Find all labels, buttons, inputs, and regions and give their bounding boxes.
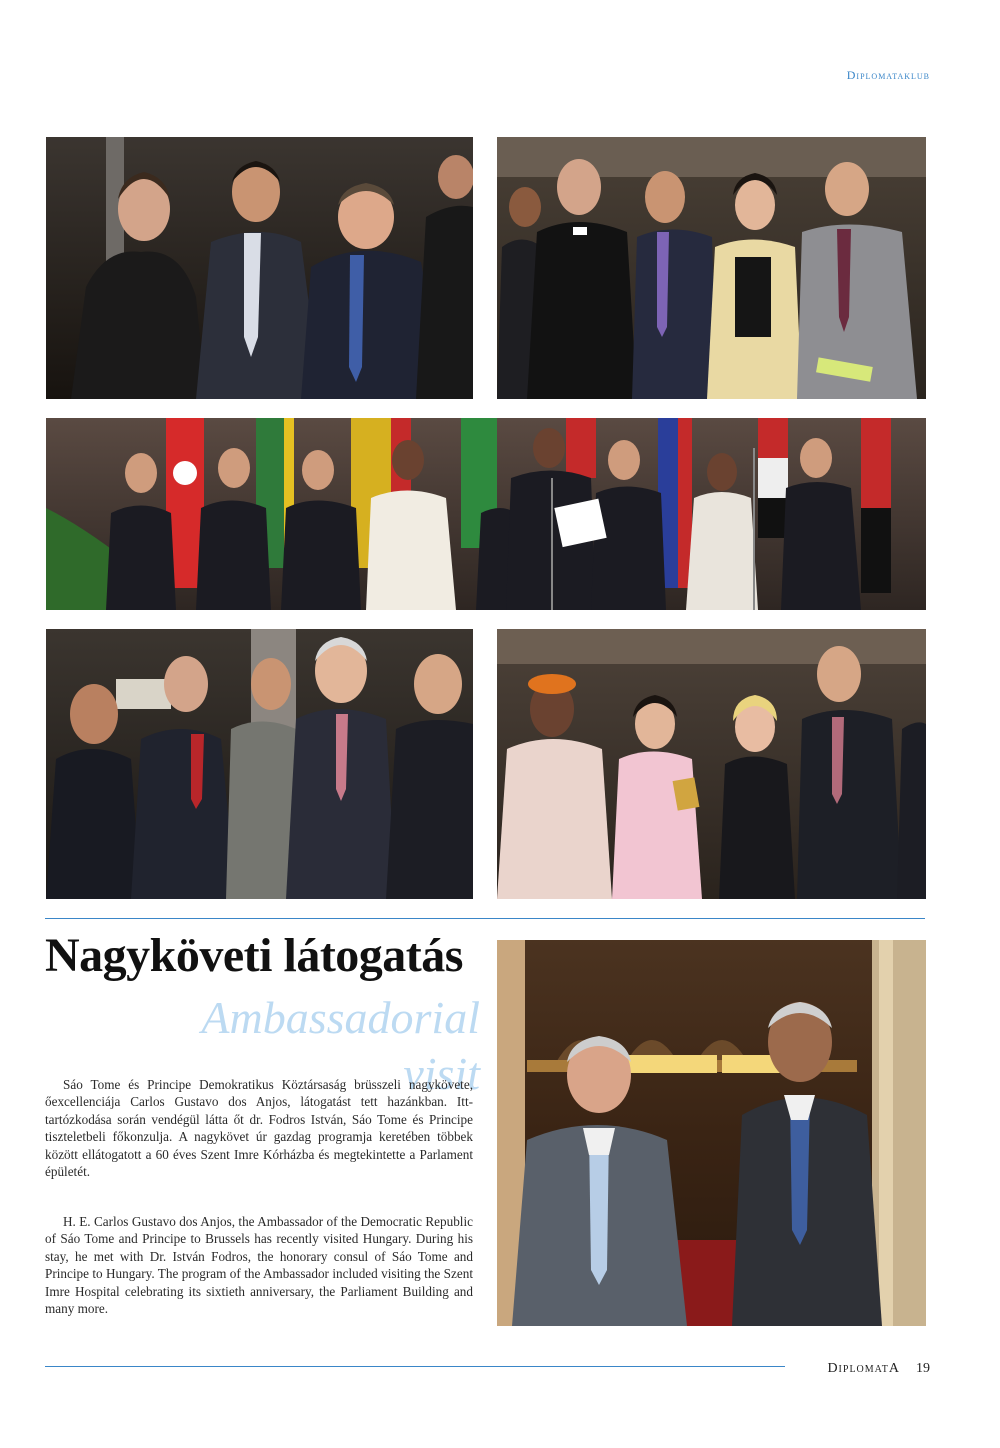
article-title: Nagyköveti látogatás (45, 929, 463, 982)
guests-mingling-photo-icon (497, 629, 926, 899)
footer-divider (45, 1366, 785, 1367)
reception-group-photo-icon (46, 137, 473, 399)
paragraph-english: H. E. Carlos Gustavo dos Anjos, the Ambassador of the Democratic Republic of Sáo Tome and Principe to Brussels has recently visited Hungary. During his stay, he met with Dr. István Fodros, the honorary consul of Sáo Tome and Principe to Hungary. The program of the Ambassador included visiting the Szent Imre Hospital celebrating its sixtieth anniversary, the Parliament Building and many more. (45, 1214, 473, 1317)
hotel-reception-photo-icon (46, 629, 473, 899)
flags-and-speaker-photo (46, 418, 926, 610)
footer-publication-name: DiplomatA (827, 1361, 900, 1376)
flags-and-speaker-photo-icon (46, 418, 926, 610)
section-divider (45, 918, 925, 919)
article-subtitle: Ambassadorial visit (201, 992, 480, 1099)
parliament-hall-photo-icon (497, 940, 926, 1326)
parliament-hall-photo (497, 940, 926, 1326)
page-number: 19 (916, 1361, 930, 1376)
clergy-and-guests-photo-icon (497, 137, 926, 399)
hotel-reception-photo (46, 629, 473, 899)
section-header: Diplomataklub (846, 68, 930, 82)
paragraph-hungarian: Sáo Tome és Principe Demokratikus Köztársaság brüsszeli nagykövete, őexcellenciája Carlos Gustavo dos Anjos, látogatást tett hazánkban. Itt-tartózkodása során vendégül látta őt dr. Fodros István, Sáo Tome és Principe tiszteletbeli főkonzulja. A nagykövet úr gazdag programja keretében többek között ellátogatott a 60 éves Szent Imre Kórházba és megtekintette a Parlament épületét. (45, 1077, 473, 1180)
guests-mingling-photo (497, 629, 926, 899)
reception-group-photo (46, 137, 473, 399)
clergy-and-guests-photo (497, 137, 926, 399)
